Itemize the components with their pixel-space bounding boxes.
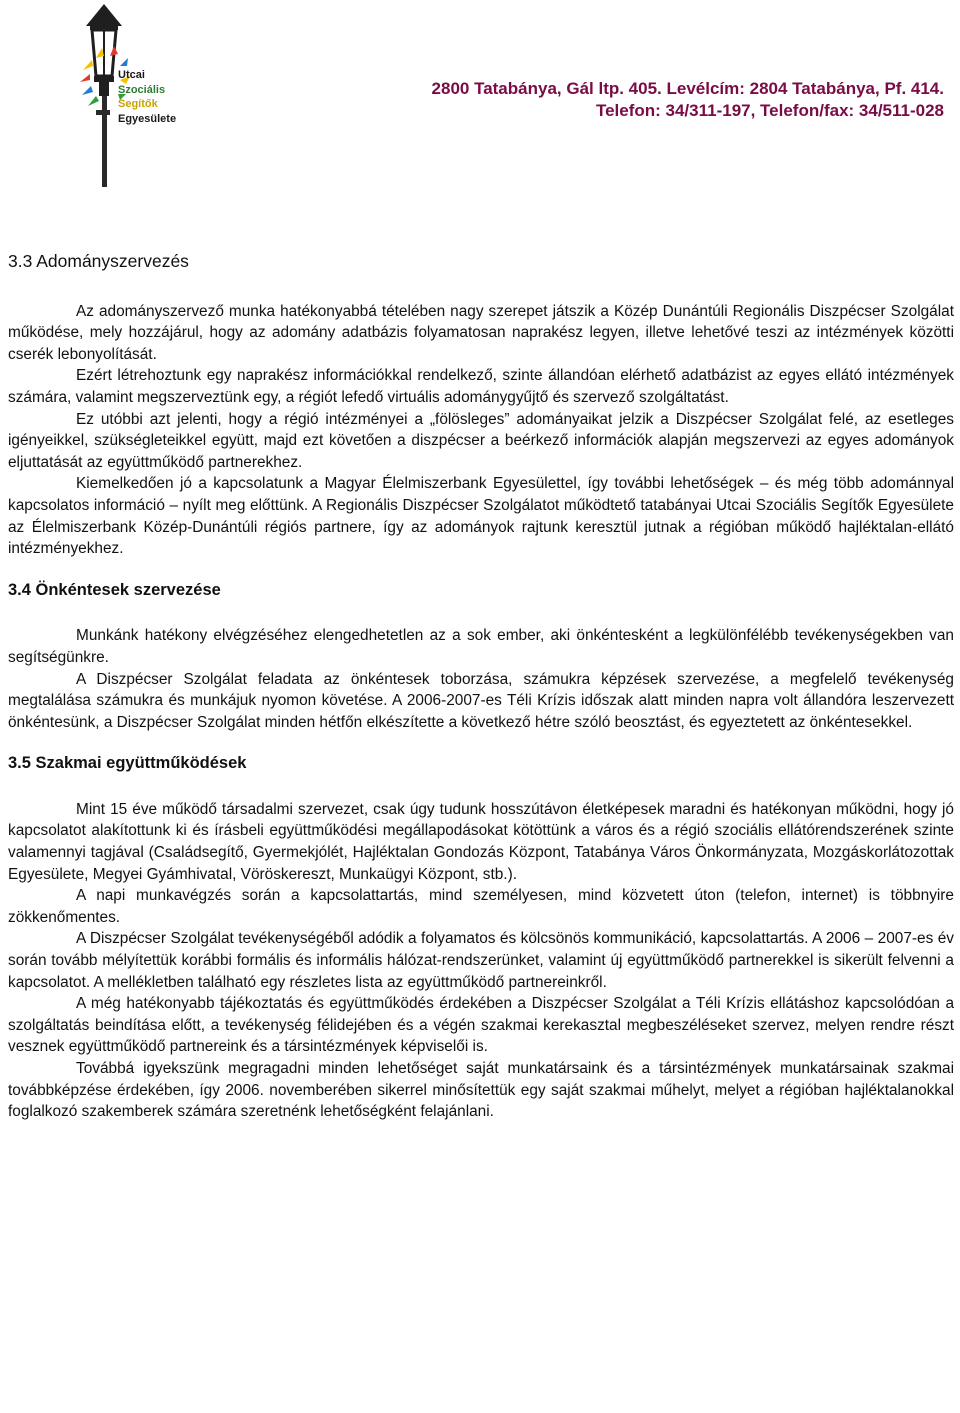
- org-name-line: Egyesülete: [118, 112, 177, 125]
- section-title: 3.3 Adományszervezés: [8, 251, 189, 271]
- paragraph: A még hatékonyabb tájékoztatás és együttműködés érdekében a Diszpécser Szolgálat a Téli Krízis ellátáshoz kapcsolódóan a szolgáltatás beindítása előtt, a tevékenység félidejében és a végén szakmai kerekasztal megbeszéléseket szervez, melyen rendre részt vesznek együttműködő partnereink és a társintézmények képviselői is.: [8, 995, 954, 1056]
- paragraph: A Diszpécser Szolgálat tevékenységéből adódik a folyamatos és kölcsönös kommunikáció, kapcsolattartás. A 2006 – 2007-es év során tovább mélyítettük korábbi formális és informális hálózat-rendszerünket, valamint új együttműködő partnerekkel is sikerült felvenni a kapcsolatot. A mellékletben található egy részletes lista az együttműködő partnereinkről.: [8, 930, 954, 991]
- paragraph: Ezért létrehoztunk egy naprakész információkkal rendelkező, szinte állandóan elérhető adatbázist az egyes ellátó intézmények számára, valamint megszerveztünk egy, a régiót lefedő virtuális adománygyűjtő és szervező szolgáltatást.: [8, 367, 954, 406]
- section-title: 3.5 Szakmai együttműködések: [8, 754, 247, 773]
- org-name-line: Utcai: [118, 69, 145, 81]
- section-adomanyszervezes: [8, 251, 954, 560]
- org-name-line: Szociális: [118, 83, 166, 96]
- section-onkentesek: [8, 580, 954, 734]
- paragraph: Munkánk hatékony elvégzéséhez elengedhetetlen az a sok ember, aki önkéntesként a legkülönfélébb tevékenységekben van segítségünkre.: [8, 627, 954, 666]
- contact-info: [432, 78, 944, 122]
- document-body: [8, 251, 954, 1143]
- section-szakmai-egyuttmukodesek: [8, 753, 954, 1123]
- paragraph: Továbbá igyekszünk megragadni minden lehetőséget saját munkatársaink és a társintézmények munkatársainak szakmai továbbképzése érdekében, így 2006. novemberében sikerrel minősítettük egy saját szakmai műhelyt, melyet a régióban hajléktalanokkal foglalkozó szakemberek számára szeretnénk lehetőségként felajánlani.: [8, 1060, 954, 1121]
- phone-numbers: Telefon: 34/311-197, Telefon/fax: 34/511-028: [595, 101, 944, 120]
- paragraph: A Diszpécser Szolgálat feladata az önkéntesek toborzása, számukra képzések szervezése, a megfelelő tevékenység megtalálása számukra és munkájuk nyomon követése. A 2006-2007-es Téli Krízis időszak alatt minden napra volt állandóra leszervezett önkéntesünk, a Diszpécser Szolgálat minden hétfőn elkészítette a következő hétre szóló beosztást, és egyeztetett az önkéntesekkel.: [8, 670, 954, 731]
- paragraph: Ez utóbbi azt jelenti, hogy a régió intézményei a „fölösleges” adományaikat jelzik a Diszpécser Szolgálat felé, az esetleges igényeikkel, szükségleteikkel együtt, majd ezt követően a diszpécser a beérkező információk alapján megszervezi az egyes adományok eljuttatását az együttműködő partnerekhez.: [8, 410, 954, 471]
- letterhead: [0, 0, 960, 200]
- org-name-line: Segítők: [118, 98, 158, 110]
- section-title: 3.4 Önkéntesek szervezése: [8, 580, 221, 599]
- paragraph: A napi munkavégzés során a kapcsolattartás, mind személyesen, mind közvetett úton (telefon, internet) is többnyire zökkenőmentes.: [8, 887, 954, 926]
- organization-name: [118, 68, 176, 126]
- postal-address: 2800 Tatabánya, Gál ltp. 405. Levélcím: 2804 Tatabánya, Pf. 414.: [431, 79, 944, 98]
- paragraph: Az adományszervező munka hatékonyabbá tételében nagy szerepet játszik a Közép Dunántúli Regionális Diszpécser Szolgálat működése, mely hozzájárul, hogy az adomány adatbázis folyamatosan naprakész legyen, illetve lehetővé teszi az intézmények közötti cserék lebonyolítását.: [8, 302, 954, 363]
- paragraph: Kiemelkedően jó a kapcsolatunk a Magyar Élelmiszerbank Egyesülettel, így további lehetőségek – és még több adománnyal kapcsolatos információ – nyílt meg előttünk. A Regionális Diszpécser Szolgálatot működtető tatabányai Utcai Szociális Segítők Egyesülete az Élelmiszerbank Közép-Dunántúli régiós partnere, így az adományok rajtunk keresztül jutnak a régióban működő hajléktalan-ellátó intézményekhez.: [8, 475, 954, 558]
- paragraph: Mint 15 éve működő társadalmi szervezet, csak úgy tudunk hosszútávon életképesek maradni és hatékonyan működni, hogy jó kapcsolatot alakítottunk ki és írásbeli együttműködési megállapodásokat kötöttünk a város és a régió szociális ellátórendszerének szinte valamennyi tagjával (Családsegítő, Gyermekjólét, Hajléktalan Gondozás Központ, Tatabánya Város Önkormányzata, Mozgáskorlátozottak Egyesülete, Megyei Gyámhivatal, Vöröskereszt, Munkaügyi Központ, stb.).: [8, 800, 954, 883]
